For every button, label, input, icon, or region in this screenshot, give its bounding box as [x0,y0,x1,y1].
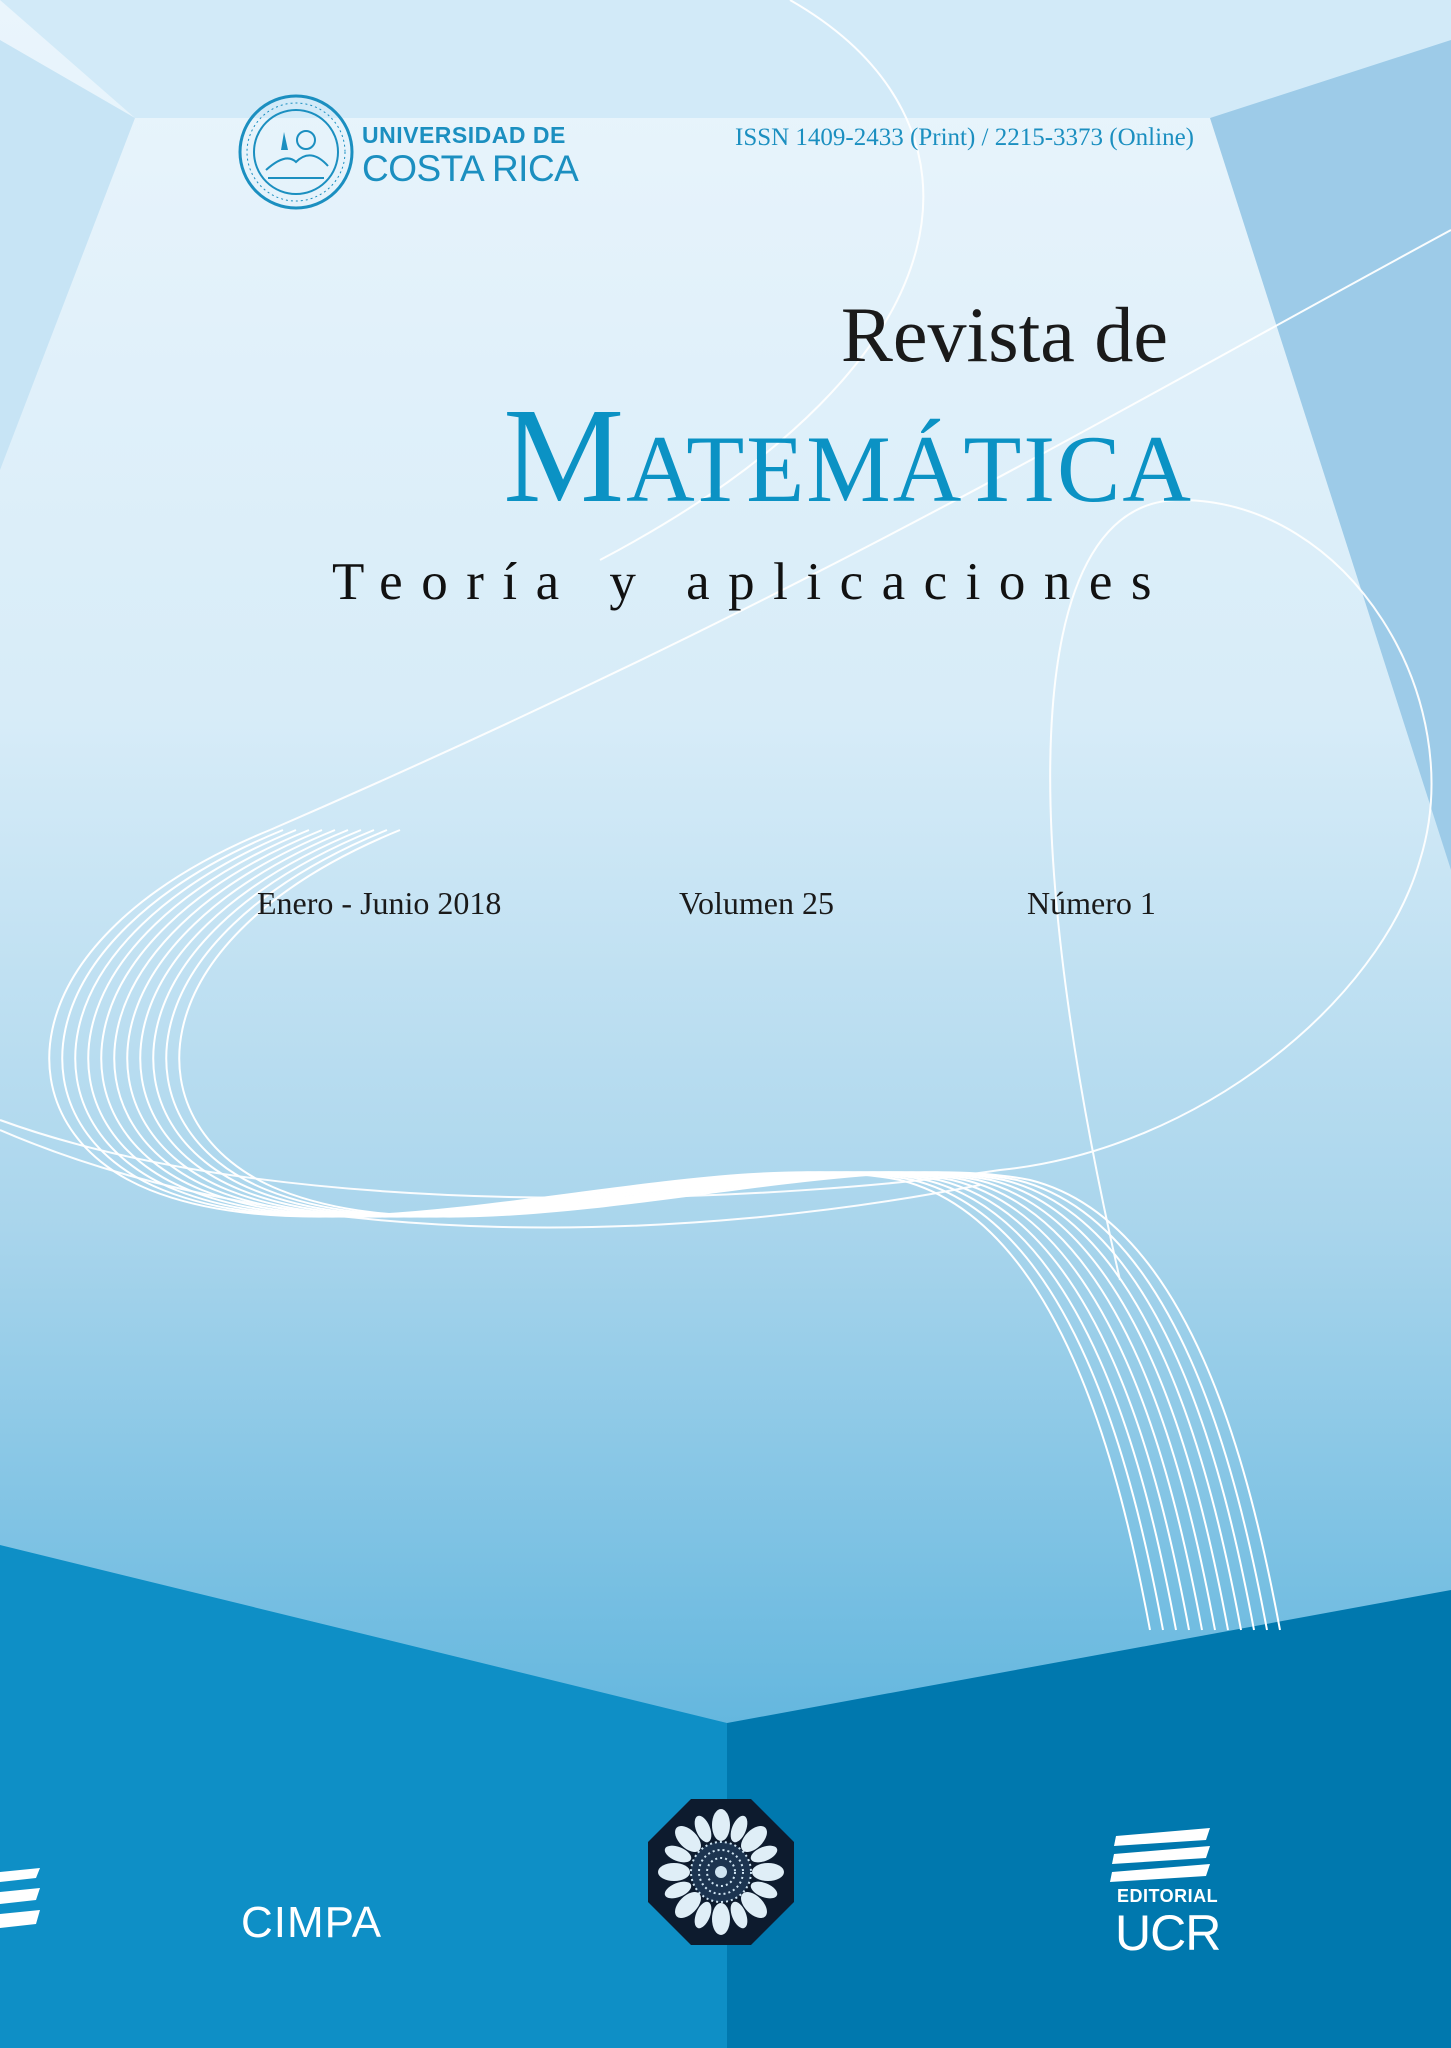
cimpa-logo: CIMPA [241,1898,383,1947]
university-name-line1: UNIVERSIDAD DE [362,122,566,148]
university-name [362,124,578,187]
issue-number: Número 1 [1027,885,1156,921]
editorial-label: EDITORIAL [1117,1886,1219,1906]
editorial-ucr-text: UCR [1115,1905,1221,1961]
issn-text: ISSN 1409-2433 (Print) / 2215-3373 (Online) [735,124,1194,151]
title-matematica: Matemática [503,381,1193,531]
university-name-line2: COSTA RICA [362,148,579,189]
ucr-seal-icon [236,92,356,212]
editorial-ucr-logo-icon [1110,1828,1214,1884]
title-revista: Revista de [840,291,1168,378]
issue-volume: Volumen 25 [679,885,834,921]
subtitle: Teoría y aplicaciones [332,553,1171,611]
partial-logo-icon [0,1868,44,1930]
issue-date: Enero - Junio 2018 [257,885,502,921]
sunflower-logo-icon [648,1799,794,1945]
